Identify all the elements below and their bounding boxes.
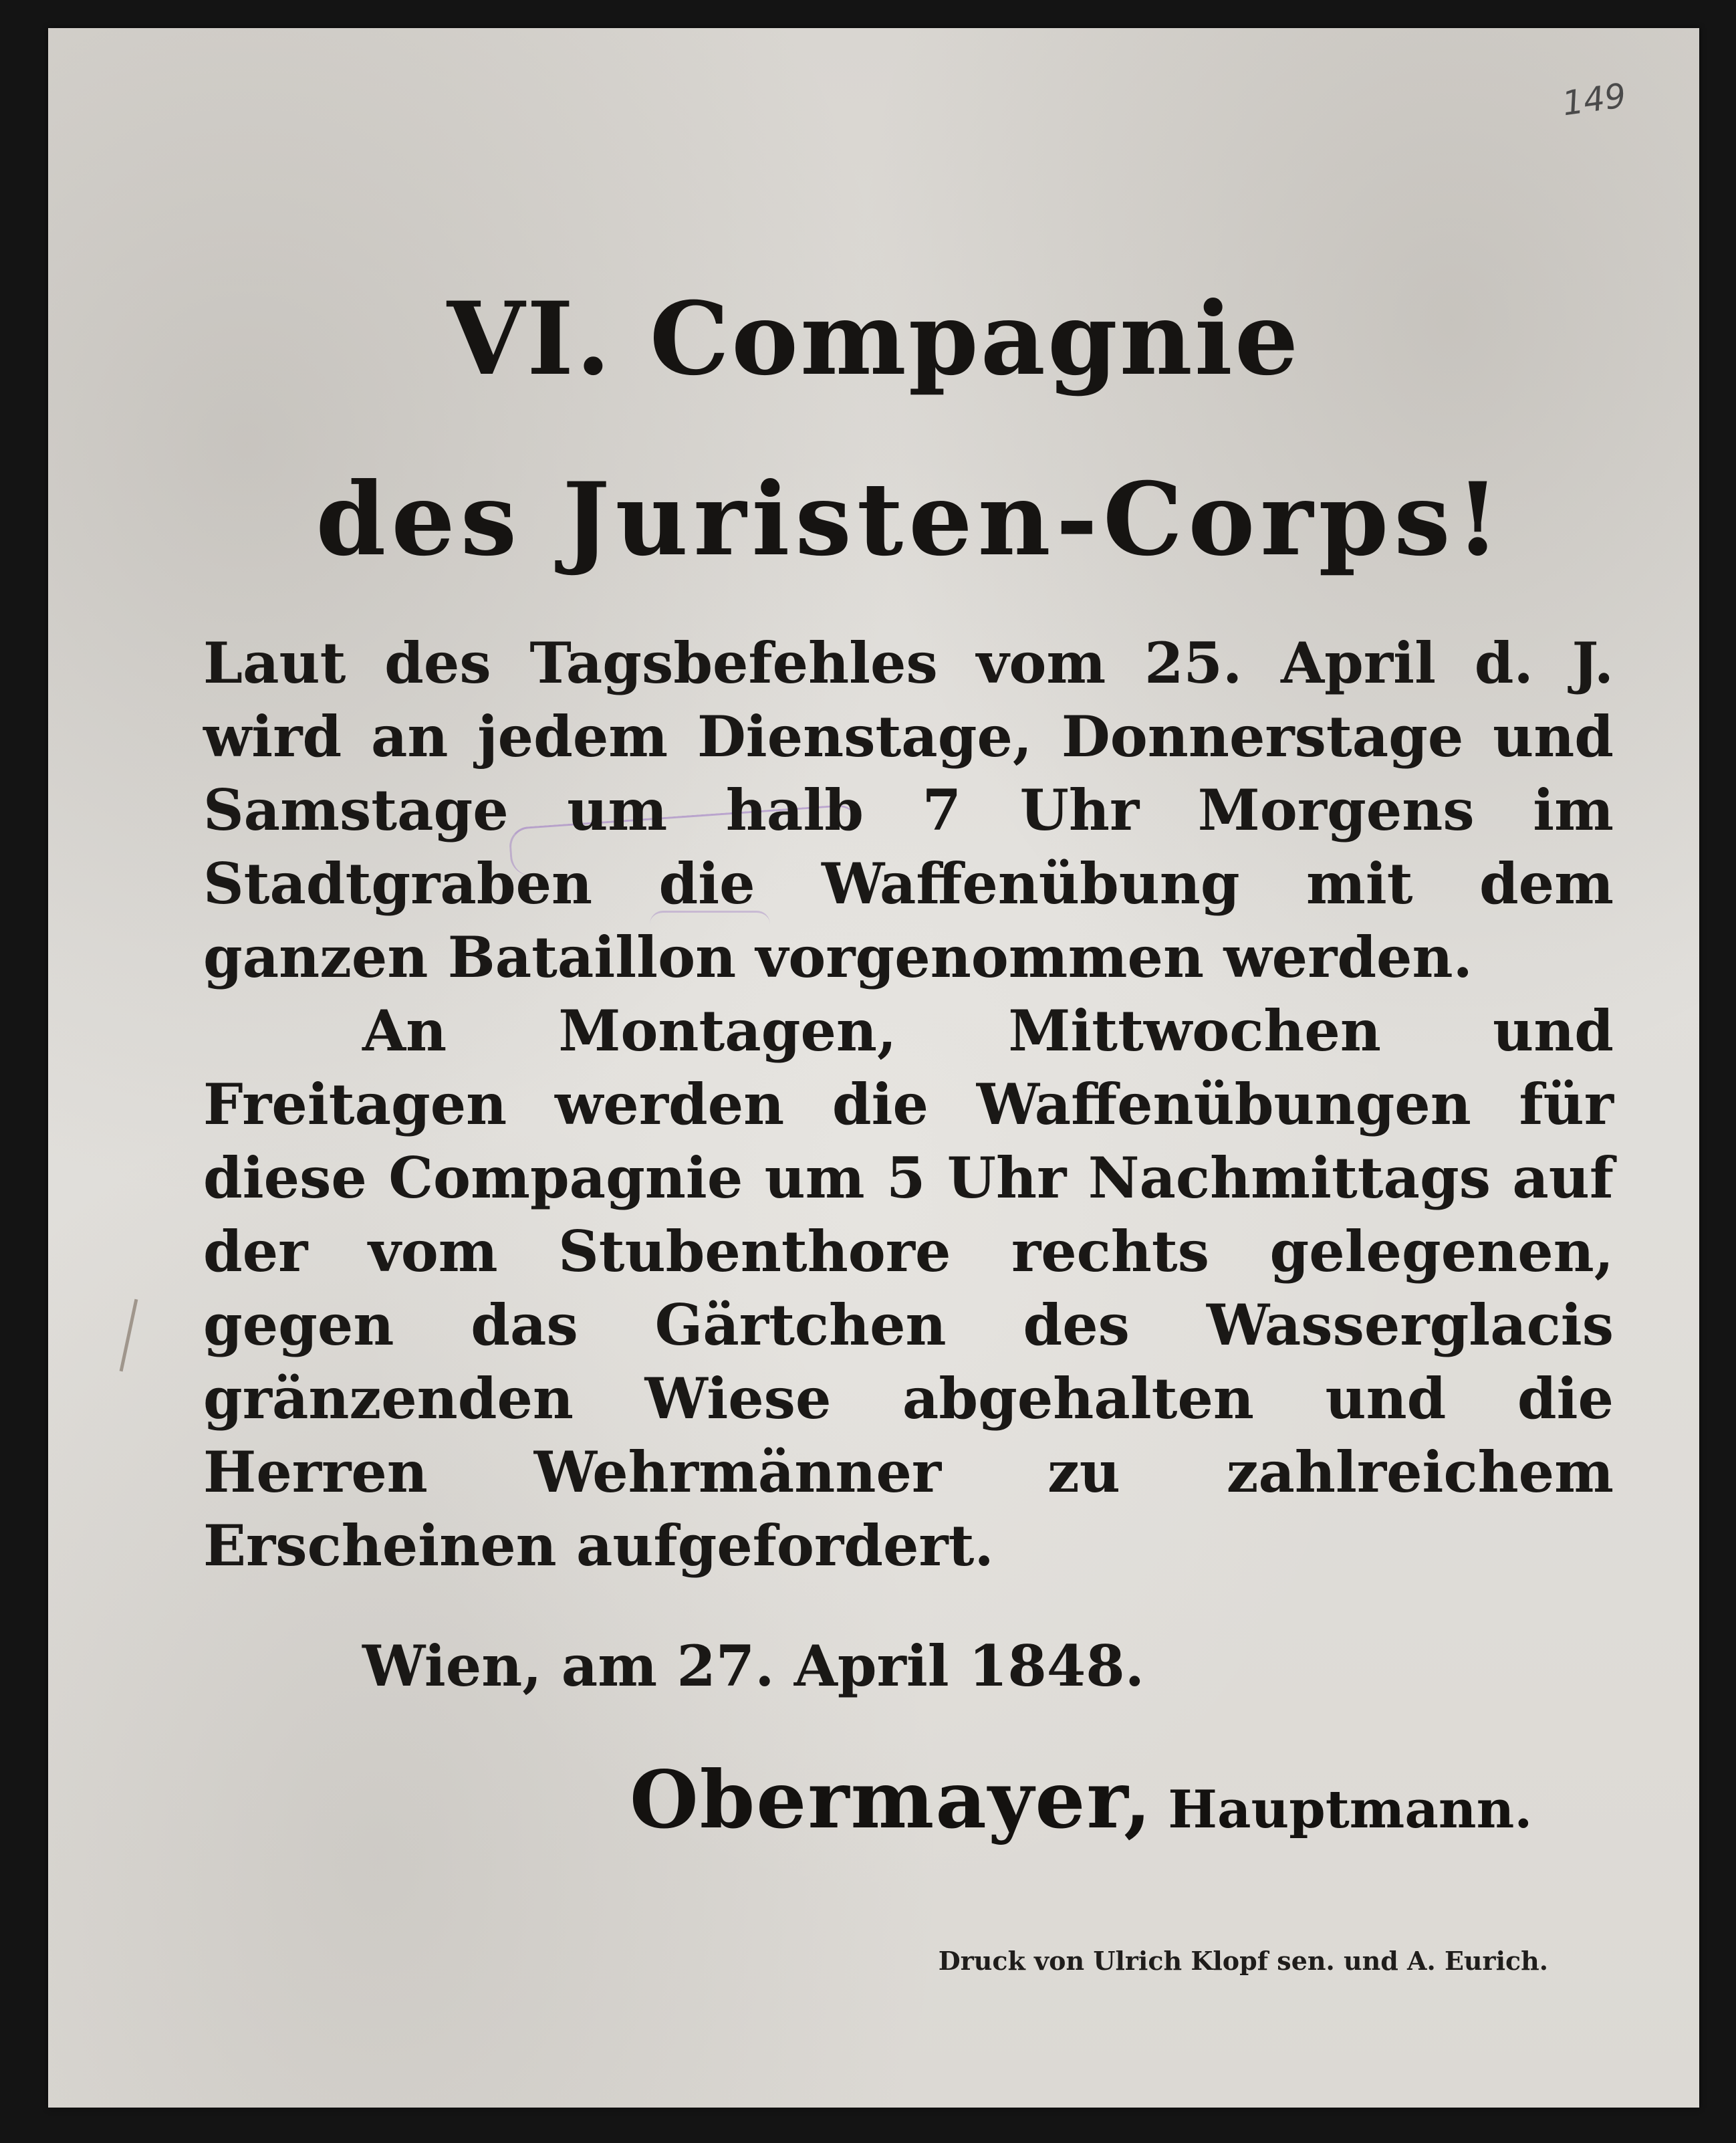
paragraph-schedule-afternoon: An Montagen, Mittwochen und Freitagen werden die Waffenübungen für diese Compagnie um 5 Uhr Nachmittags auf der vom Stubenthore rechts gelegenen, gegen das Gärtchen des Wasserglacis gränzenden Wiese abgehalten und die Herren Wehrmänner zu zahlreichem Erscheinen aufgefordert. [203,998,1614,1579]
page-number: 149 [1559,76,1628,124]
notice-body [203,627,1614,1583]
signature-block [630,1753,1532,1846]
paragraph-schedule-morning: Laut des Tagsbefehles vom 25. April d. J. wird an jedem Dienstage, Donnerstage und Samstage um halb 7 Uhr Morgens im Stadtgraben die Waffenübung mit dem ganzen Bataillon vorgenommen werden. [203,630,1614,990]
signature-rank: Hauptmann. [1168,1779,1533,1840]
paper-crease [120,1299,138,1372]
poster-sheet [48,28,1699,2108]
title-corps: des Juristen-Corps! [316,461,1505,578]
title-company: VI. Compagnie [447,280,1301,398]
place-and-date: Wien, am 27. April 1848. [362,1633,1144,1699]
printer-imprint: Druck von Ulrich Klopf sen. und A. Eurich. [938,1946,1548,1976]
signature-name: Obermayer, [630,1753,1153,1846]
